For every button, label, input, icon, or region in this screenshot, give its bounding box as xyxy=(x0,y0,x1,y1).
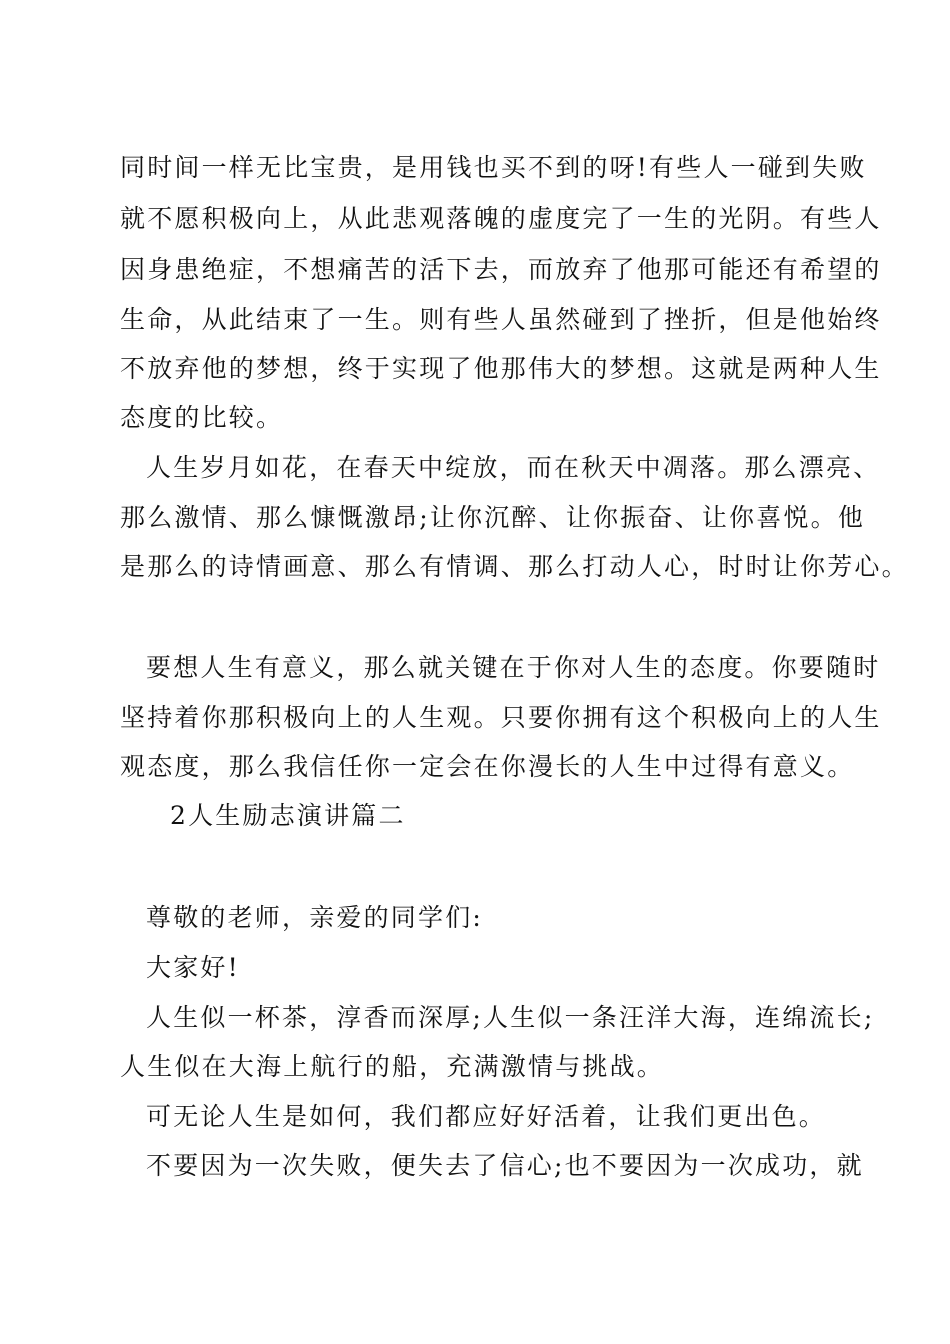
section-heading: 2人生励志演讲篇二 xyxy=(170,801,406,830)
text-line: 大家好! xyxy=(146,953,240,982)
text-line: 那么激情、那么慷慨激昂;让你沉醉、让你振奋、让你喜悦。他 xyxy=(120,503,866,532)
text-line: 观态度，那么我信任你一定会在你漫长的人生中过得有意义。 xyxy=(120,752,855,781)
text-line: 是那么的诗情画意、那么有情调、那么打动人心，时时让你芳心。 xyxy=(120,552,909,581)
text-line: 尊敬的老师，亲爱的同学们: xyxy=(146,903,484,932)
text-line: 人生似一杯茶，淳香而深厚;人生似一条汪洋大海，连绵流长; xyxy=(146,1003,875,1032)
text-line: 态度的比较。 xyxy=(120,403,284,432)
text-line: 人生岁月如花，在春天中绽放，而在秋天中凋落。那么漂亮、 xyxy=(146,453,881,482)
text-line: 不放弃他的梦想，终于实现了他那伟大的梦想。这就是两种人生 xyxy=(120,354,882,383)
text-line: 坚持着你那积极向上的人生观。只要你拥有这个积极向上的人生 xyxy=(120,703,882,732)
text-line: 就不愿积极向上，从此悲观落魄的虚度完了一生的光阴。有些人 xyxy=(120,204,882,233)
text-line: 要想人生有意义，那么就关键在于你对人生的态度。你要随时 xyxy=(146,653,881,682)
text-line: 因身患绝症，不想痛苦的活下去，而放弃了他那可能还有希望的 xyxy=(120,255,882,284)
text-line: 不要因为一次失败，便失去了信心;也不要因为一次成功，就 xyxy=(146,1151,864,1180)
text-line: 同时间一样无比宝贵，是用钱也买不到的呀!有些人一碰到失败 xyxy=(120,153,867,182)
text-line: 生命，从此结束了一生。则有些人虽然碰到了挫折，但是他始终 xyxy=(120,305,882,334)
text-line: 可无论人生是如何，我们都应好好活着，让我们更出色。 xyxy=(146,1102,827,1131)
text-line: 人生似在大海上航行的船，充满激情与挑战。 xyxy=(120,1052,665,1081)
